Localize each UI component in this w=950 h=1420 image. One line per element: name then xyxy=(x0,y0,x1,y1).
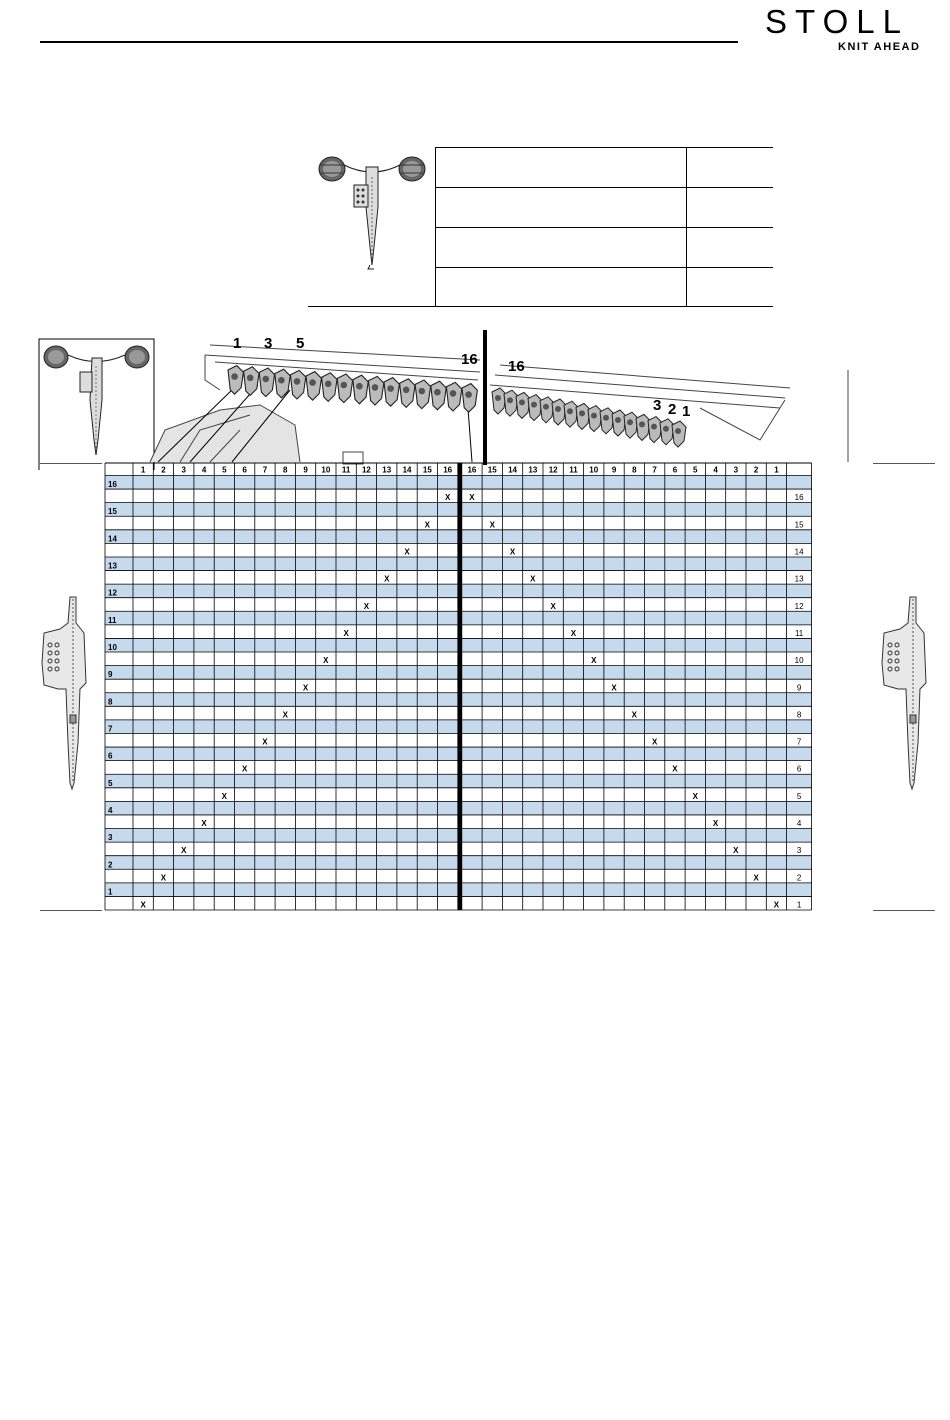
feeder-marker-left: X xyxy=(404,547,410,557)
feeder-marker-right: X xyxy=(712,819,719,829)
feeder-marker-right: X xyxy=(773,900,780,910)
feeder-marker-left: X xyxy=(444,493,451,503)
column-header: 11 xyxy=(569,465,578,475)
column-header: 3 xyxy=(181,465,186,475)
column-header: 13 xyxy=(528,465,538,475)
rail-label: 2 xyxy=(108,860,113,870)
feeder-marker-right: X xyxy=(611,683,617,693)
column-header: 6 xyxy=(672,465,678,475)
column-header: 15 xyxy=(422,465,432,475)
rail-number-right: 10 xyxy=(794,656,804,666)
rail-number-right: 9 xyxy=(796,683,802,693)
feeder-marker-left: X xyxy=(262,737,268,747)
feeder-marker-right: X xyxy=(591,656,597,666)
rail-number-right: 14 xyxy=(794,547,804,557)
carriage-label: 16 xyxy=(461,351,478,368)
column-header: 8 xyxy=(283,465,288,475)
feeder-marker-left: X xyxy=(181,846,187,856)
feeder-marker-right: X xyxy=(651,737,658,747)
feeder-marker-left: X xyxy=(140,900,146,910)
column-header: 10 xyxy=(321,465,331,475)
rail-label: 16 xyxy=(108,480,117,490)
column-header: 9 xyxy=(303,465,308,475)
column-header: 2 xyxy=(161,465,166,475)
feeder-marker-right: X xyxy=(692,791,698,801)
column-header: 15 xyxy=(487,465,497,475)
rail-label: 7 xyxy=(108,724,113,734)
rail-number-right: 8 xyxy=(796,710,802,720)
column-header: 7 xyxy=(262,465,268,475)
feeder-marker-left: X xyxy=(160,873,167,883)
carriage-label: 1 xyxy=(233,335,242,352)
rail-number-right: 1 xyxy=(796,900,802,910)
column-header: 1 xyxy=(774,465,779,475)
rail-label: 11 xyxy=(108,615,117,625)
rail-number-right: 5 xyxy=(796,791,802,801)
column-header: 13 xyxy=(382,465,392,475)
rail-number-right: 16 xyxy=(794,493,804,503)
rail-label: 10 xyxy=(108,643,117,653)
column-header: 14 xyxy=(508,465,518,475)
column-header: 7 xyxy=(652,465,657,475)
rail-label: 4 xyxy=(108,805,113,815)
feeder-marker-right: X xyxy=(530,574,536,584)
feeder-marker-left: X xyxy=(201,819,207,829)
rail-number-right: 4 xyxy=(796,819,802,829)
rail-label: 9 xyxy=(108,670,113,680)
rail-label: 14 xyxy=(108,534,117,544)
column-header: 14 xyxy=(402,465,412,475)
feeder-marker-left: X xyxy=(241,764,248,774)
feeder-marker-right: X xyxy=(753,873,759,883)
column-header: 4 xyxy=(201,465,207,475)
brand-tagline: KNIT AHEAD xyxy=(838,41,921,53)
column-header: 4 xyxy=(713,465,718,475)
rail-number-right: 11 xyxy=(794,628,804,638)
rail-number-right: 12 xyxy=(794,601,804,611)
column-header: 12 xyxy=(361,465,371,475)
carriage-label: 1 xyxy=(682,403,691,420)
feeder-marker-right: X xyxy=(489,520,495,530)
column-header: 16 xyxy=(443,465,453,475)
rail-number-right: 3 xyxy=(796,846,802,856)
brand-name: STOLL xyxy=(765,3,909,40)
feeder-marker-right: X xyxy=(631,710,638,720)
feeder-marker-left: X xyxy=(221,791,228,801)
rail-label: 12 xyxy=(108,588,117,598)
column-header: 16 xyxy=(467,465,477,475)
feeder-marker-left: X xyxy=(302,683,309,693)
column-header: 1 xyxy=(140,465,146,475)
carriage-label: 3 xyxy=(653,397,662,414)
carriage-label: 16 xyxy=(508,358,525,375)
column-header: 5 xyxy=(693,465,698,475)
rail-label: 6 xyxy=(108,751,113,761)
carriage-label: 2 xyxy=(668,401,677,418)
rail-number-right: 13 xyxy=(794,574,804,584)
rail-number-right: 6 xyxy=(796,764,802,774)
column-header: 3 xyxy=(733,465,739,475)
rail-label: 15 xyxy=(108,507,117,517)
feeder-marker-right: X xyxy=(672,764,678,774)
carriage-label: 5 xyxy=(296,335,305,352)
feeder-marker-left: X xyxy=(424,520,431,530)
feeder-marker-right: X xyxy=(509,547,516,557)
feeder-marker-left: X xyxy=(363,601,370,611)
rail-label: 8 xyxy=(108,697,113,707)
column-header: 5 xyxy=(222,465,227,475)
feeder-marker-right: X xyxy=(570,628,577,638)
feeder-marker-right: X xyxy=(733,846,739,856)
feeder-marker-left: X xyxy=(323,656,329,666)
rail-number-right: 2 xyxy=(796,873,802,883)
carriage-label: 3 xyxy=(264,335,273,352)
rail-label: 1 xyxy=(108,887,113,897)
rail-number-right: 7 xyxy=(796,737,802,747)
feeder-marker-left: X xyxy=(384,574,390,584)
column-header: 10 xyxy=(589,465,599,475)
column-header: 9 xyxy=(611,465,617,475)
feeder-marker-right: X xyxy=(550,601,556,611)
rail-label: 5 xyxy=(108,778,113,788)
feeder-marker-right: X xyxy=(469,493,475,503)
feeder-marker-left: X xyxy=(343,628,349,638)
column-header: 6 xyxy=(242,465,247,475)
feeder-marker-left: X xyxy=(282,710,288,720)
column-header: 8 xyxy=(632,465,637,475)
column-header: 12 xyxy=(548,465,558,475)
rail-number-right: 15 xyxy=(794,520,804,530)
column-header: 2 xyxy=(753,465,759,475)
column-header: 11 xyxy=(341,465,351,475)
rail-label: 3 xyxy=(108,833,113,843)
rail-label: 13 xyxy=(108,561,117,571)
